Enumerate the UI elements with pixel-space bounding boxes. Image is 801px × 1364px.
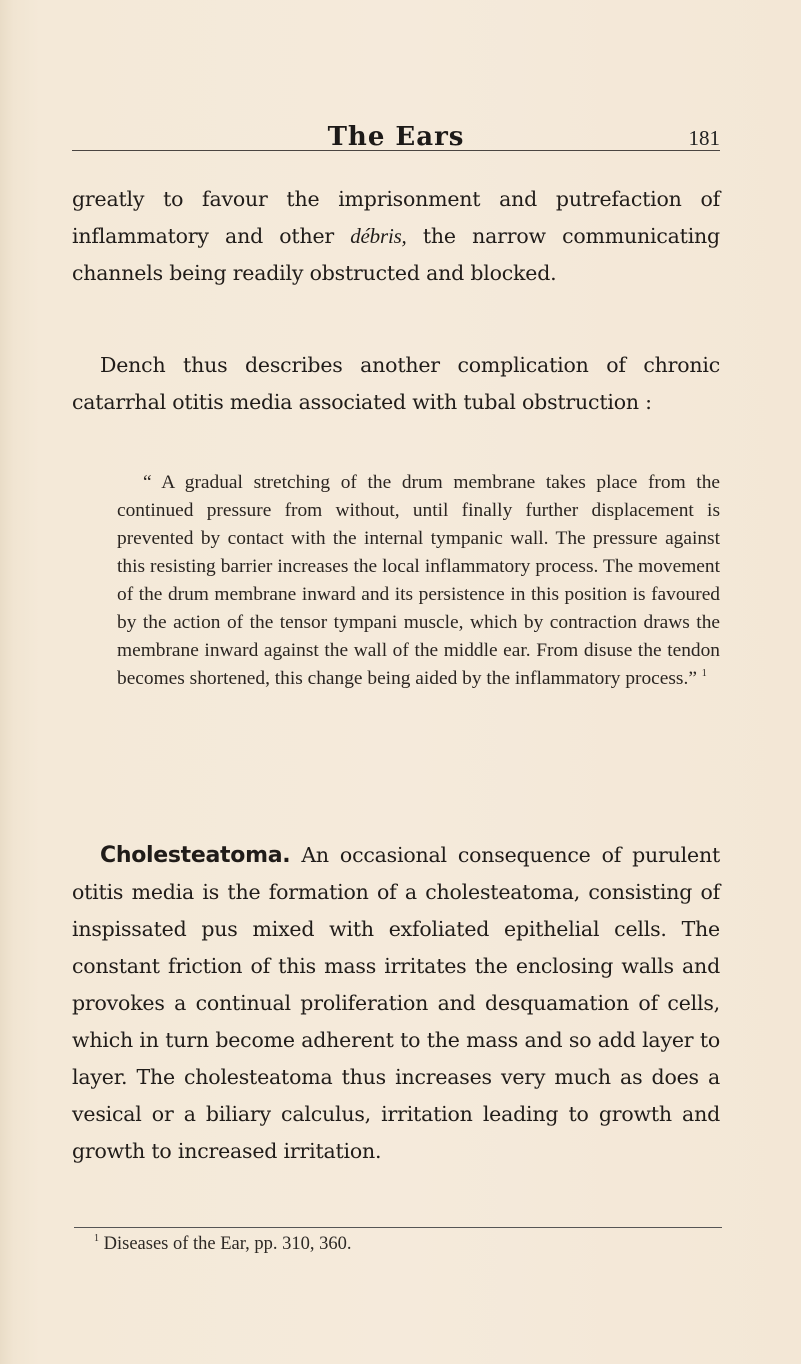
footnote-rule [74, 1227, 722, 1228]
quote-text: “ A gradual stretching of the drum membrane takes place from the continued pressure from without, until finally further displacement is prevented by contact with the internal tympanic wall. The pressure against this resisting barrier increases the local inflammatory process. The movement of the drum membrane inward and its persistence in this position is favoured by the action of the tensor tympani muscle, which by contraction draws the membrane inward against the wall of the middle ear. From disuse the tendon becomes shortened, this change being aided by the inflammatory process.” [117, 472, 720, 689]
page-number: 181 [688, 126, 720, 150]
block-quote [117, 469, 720, 693]
header-rule [72, 150, 720, 151]
running-head [72, 122, 720, 158]
paragraph-text: the narrow communicating channels being readily obstructed and blocked. [72, 224, 720, 285]
running-title: The Ears [327, 122, 465, 152]
paragraph-continuation [72, 181, 720, 292]
footnote [94, 1234, 352, 1255]
paragraph-dench: Dench thus describes another complication of chronic catarrhal otitis media associated with tubal obstruction : [72, 353, 720, 414]
footnote-marker: 1 [94, 1233, 99, 1244]
paragraph-text: greatly to favour the imprisonment and putrefaction of inflammatory and other [72, 187, 720, 248]
paragraph-cholesteatoma [72, 837, 720, 1170]
footnote-text: Diseases of the Ear, pp. 310, 360. [103, 1234, 352, 1254]
paragraph-text: An occasional consequence of purulent otitis media is the formation of a cholesteatoma, consisting of inspissated pus mixed with exfoliated epithelial cells. The constant friction of this mass irritates the enclosing walls and provokes a continual proliferation and desquamation of cells, which in turn become adherent to the mass and so add layer to layer. The cholesteatoma thus increases very much as does a vesical or a biliary calculus, irritation leading to growth and growth to increased irritation. [72, 843, 720, 1163]
footnote-reference[interactable]: 1 [701, 668, 707, 679]
italic-term: débris, [350, 224, 407, 248]
section-heading: Cholesteatoma. [100, 843, 291, 868]
